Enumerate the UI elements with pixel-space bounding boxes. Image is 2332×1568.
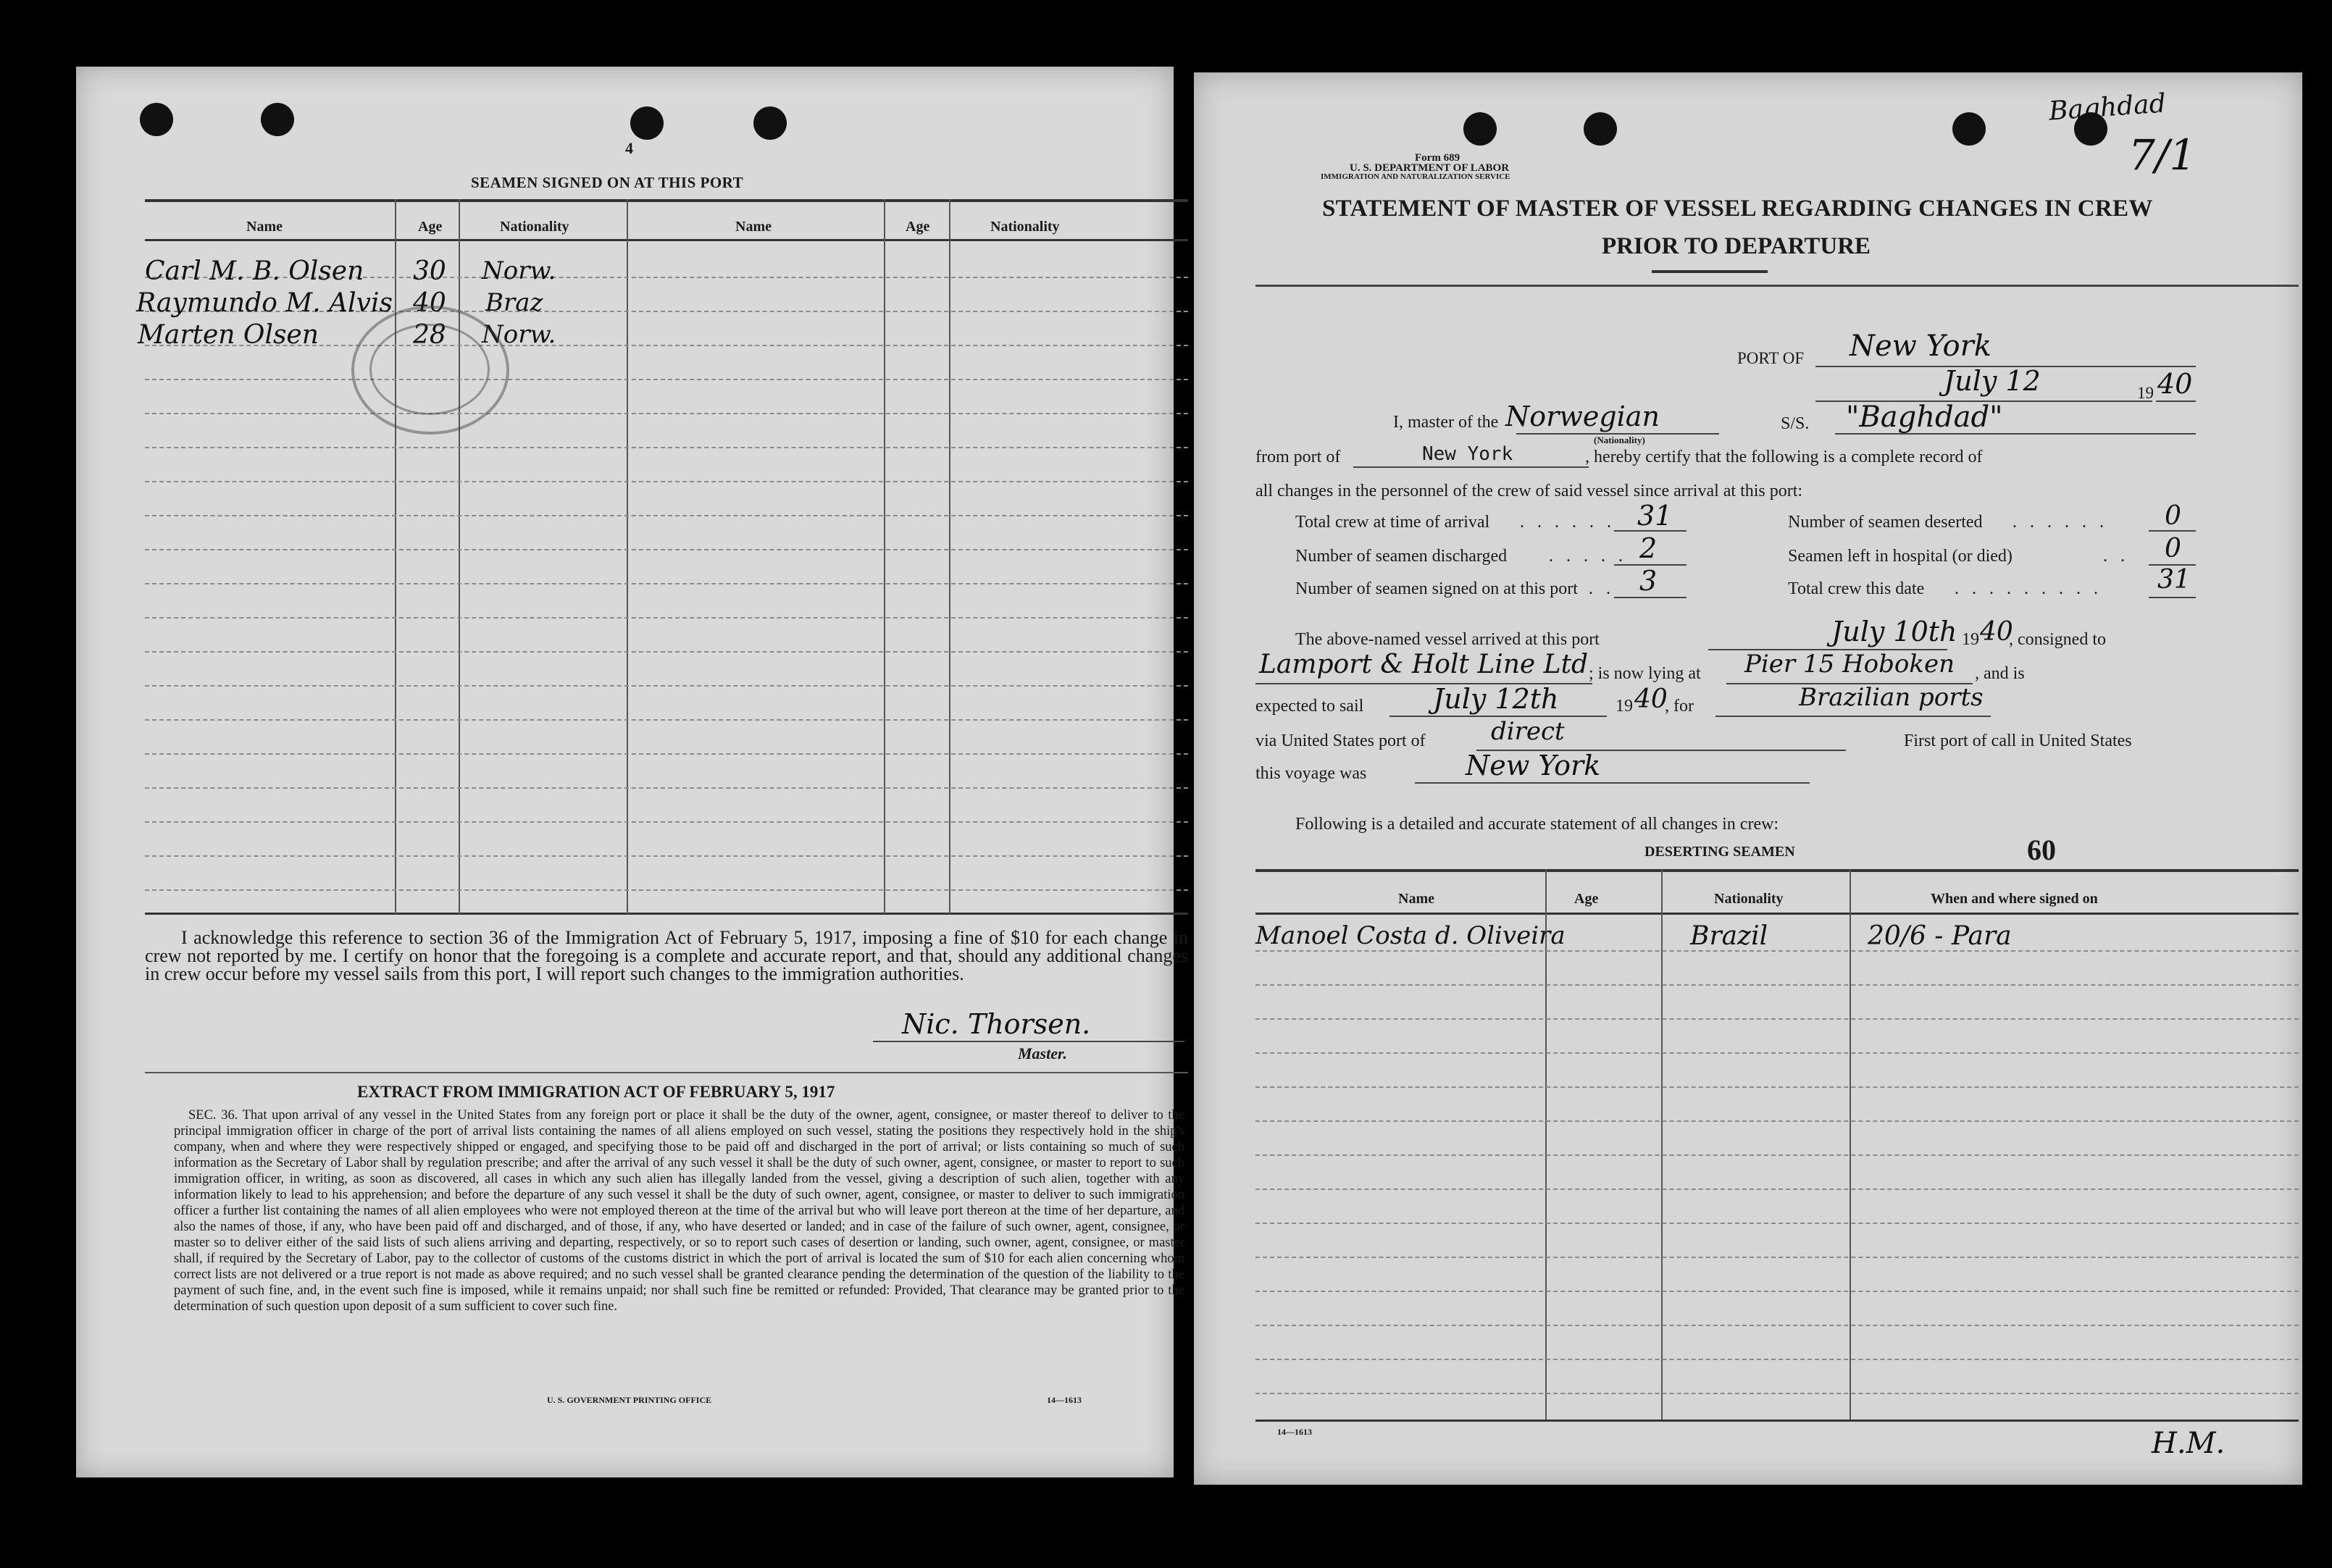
row-rule xyxy=(1255,1257,2299,1258)
table-bottom-rule xyxy=(1255,1420,2299,1422)
seaman-nationality: Norw. xyxy=(482,320,556,349)
arrived-label: The above-named vessel arrived at this port xyxy=(1295,630,1600,649)
count-label: Total crew this date xyxy=(1788,579,1925,598)
row-rule xyxy=(1255,1188,2299,1190)
count-value: 2 xyxy=(1639,532,1658,564)
left-page xyxy=(76,67,1188,1477)
form-code: 14—1613 xyxy=(1047,1395,1082,1405)
row-rule xyxy=(1255,1393,2299,1394)
count-value: 31 xyxy=(1637,500,1673,532)
master-label: Master. xyxy=(1018,1044,1067,1062)
table-header-rule xyxy=(1255,913,2299,915)
row-rule xyxy=(1255,1154,2299,1156)
row-rule xyxy=(1255,1325,2299,1326)
port-stamp-inner xyxy=(369,324,490,415)
col-divider xyxy=(1850,869,1851,1420)
following-text: Following is a detailed and accurate statement of all changes in crew: xyxy=(1295,815,1779,834)
signature-line xyxy=(873,1041,1184,1042)
punch-hole xyxy=(1463,112,1497,146)
row-rule xyxy=(145,379,1188,380)
col-divider xyxy=(1545,869,1547,1420)
leader-dots: . . xyxy=(2103,547,2129,566)
col-age-2: Age xyxy=(906,219,930,235)
seaman-name: Raymundo M. Alvis xyxy=(136,288,393,318)
row-rule xyxy=(145,719,1188,721)
year-value: 40 xyxy=(2157,368,2193,400)
deserter-nationality: Brazil xyxy=(1690,921,1768,951)
corner-note: Baghdad xyxy=(2047,88,2167,127)
port-value: New York xyxy=(1850,330,1992,363)
row-rule xyxy=(145,821,1188,823)
col-name: Name xyxy=(246,219,283,235)
count-label: Number of seamen signed on at this port xyxy=(1295,579,1578,598)
col-divider xyxy=(884,199,885,914)
count-field-line xyxy=(1614,597,1687,598)
printing-office: U. S. GOVERNMENT PRINTING OFFICE xyxy=(547,1395,712,1405)
nationality-value: Norwegian xyxy=(1505,401,1660,432)
punch-hole xyxy=(261,103,294,136)
year-prefix: 19 xyxy=(2137,384,2154,402)
consignee-value: Lamport & Holt Line Ltd xyxy=(1259,650,1589,679)
master-signature: Nic. Thorsen. xyxy=(902,1008,1091,1040)
year-field-line xyxy=(2156,401,2196,402)
nationality-caption: (Nationality) xyxy=(1594,435,1645,445)
seaman-age: 28 xyxy=(413,320,446,350)
first-port-value: New York xyxy=(1466,750,1601,781)
row-rule xyxy=(1255,1018,2299,1020)
leader-dots: . . . . . xyxy=(1549,547,1627,566)
table-bottom-rule xyxy=(145,913,1188,915)
certify-text: , hereby certify that the following is a complete record of xyxy=(1585,448,1983,466)
destination-field-line xyxy=(1715,716,1991,717)
date-value: July 12 xyxy=(1944,365,2041,397)
deserter-name: Manoel Costa d. Oliveira xyxy=(1255,921,1566,950)
expected-label: expected to sail xyxy=(1255,697,1364,716)
row-rule xyxy=(145,583,1188,584)
row-rule xyxy=(145,481,1188,482)
count-label: Number of seamen deserted xyxy=(1788,513,1983,532)
voyage-label: this voyage was xyxy=(1255,764,1367,783)
sail-year: 40 xyxy=(1634,684,1668,714)
row-rule xyxy=(1255,1359,2299,1360)
count-label: Seamen left in hospital (or died) xyxy=(1788,547,2013,566)
count-value: 3 xyxy=(1639,565,1658,597)
deserter-signed-on: 20/6 - Para xyxy=(1868,921,2012,951)
extract-heading: EXTRACT FROM IMMIGRATION ACT OF FEBRUARY 5, 1917 xyxy=(357,1083,835,1101)
punch-hole xyxy=(630,106,664,140)
seaman-age: 30 xyxy=(413,256,446,286)
col-nationality: Nationality xyxy=(1714,891,1784,907)
row-rule xyxy=(1255,1052,2299,1054)
lying-label: ; is now lying at xyxy=(1589,664,1701,683)
form-code: 14—1613 xyxy=(1277,1427,1312,1437)
section-36-text: SEC. 36. That upon arrival of any vessel in the United States from any foreign port or place it shall be the duty of the owner, agent, consignee, or master thereof to deliver to the principal immigration officer in charge of the port of arrival lists containing the names of all aliens employed on such vessel, stating the positions they respectively hold in the ship's company, when and where they were respectively shipped or engaged, and specifying those to be paid off and discharged in the port of arrival; or lists containing so much of such information as the Secretary of Labor shall by regulation prescribe; and after the arrival of any such vessel it shall be the duty of such owner, agent, consignee, or master to report to such immigration officer, in writing, as soon as discovered, all cases in which any such alien has illegally landed from the vessel, giving a description of such alien, together with any information likely to lead to his apprehension; and before the departure of any such vessel it shall be the duty of such owner, agent, consignee, or master to deliver to such immigration officer a further list containing the names of all alien employees who were not employed thereon at the time of the arrival but who will leave port thereon at the time of her departure, and also the names of those, if any, who have been paid off and discharged, and of those, if any, who have deserted or landed; and in case of the failure of such owner, agent, consignee, or master so to deliver either of the said lists of such aliens arriving and departing, respectively, or so to report such cases of desertion or landing, such owner, agent, consignee, or master shall, if required by the Secretary of Labor, pay to the collector of customs of the customs district in which the port of arrival is located the sum of $10 for each alien concerning whom correct lists are not delivered or a true report is not made as above required; and no such vessel shall be granted clearance pending the determination of the question of the liability to the payment of such fine, and, in the event such fine is imposed, while it remains unpaid; nor shall such fine be remitted or refunded: Provided, That clearance may be granted prior to the determination of such question upon deposit of a sum sufficient to cover such fine. xyxy=(174,1108,1184,1314)
punch-hole xyxy=(753,106,787,140)
col-age: Age xyxy=(1574,891,1599,907)
count-field-line xyxy=(2149,597,2196,598)
row-rule xyxy=(145,413,1188,414)
consigned-label: , consigned to xyxy=(2009,630,2106,649)
count-value: 31 xyxy=(2157,565,2191,595)
port-label: PORT OF xyxy=(1737,349,1805,367)
destination-value: Brazilian ports xyxy=(1799,683,1984,712)
table-header-rule xyxy=(145,239,1188,241)
col-divider xyxy=(1661,869,1663,1420)
count-value: 0 xyxy=(2165,534,2181,563)
divider-rule xyxy=(145,1072,1188,1073)
form-number: Form 689 xyxy=(1415,152,1460,164)
page-mark: 60 xyxy=(2027,834,2056,866)
department: U. S. DEPARTMENT OF LABOR xyxy=(1350,162,1510,174)
and-is-label: , and is xyxy=(1975,664,2025,683)
right-page xyxy=(1194,72,2302,1485)
first-port-label: First port of call in United States xyxy=(1904,731,2132,750)
col-nationality-2: Nationality xyxy=(990,219,1060,235)
page-number: 4 xyxy=(625,139,633,157)
leader-dots: . . . . . . . . . xyxy=(1955,579,2102,598)
row-rule xyxy=(145,515,1188,516)
section-heading: SEAMEN SIGNED ON AT THIS PORT xyxy=(471,174,744,191)
row-rule xyxy=(145,447,1188,448)
for-label: , for xyxy=(1665,697,1694,716)
certify-text-2: all changes in the personnel of the crew of said vessel since arrival at this port: xyxy=(1255,482,1803,500)
row-rule xyxy=(1255,1120,2299,1122)
first-port-field-line xyxy=(1415,782,1810,784)
col-divider xyxy=(395,199,396,914)
seaman-name: Carl M. B. Olsen xyxy=(145,256,364,286)
punch-hole xyxy=(1584,112,1617,146)
service: IMMIGRATION AND NATURALIZATION SERVICE xyxy=(1321,172,1510,181)
sail-date: July 12th xyxy=(1433,683,1559,715)
row-rule xyxy=(1255,984,2299,986)
title-underline xyxy=(1652,270,1768,273)
leader-dots: . . xyxy=(1589,579,1615,598)
row-rule xyxy=(145,889,1188,891)
punch-hole xyxy=(1952,112,1986,146)
arrived-date: July 10th xyxy=(1831,616,1957,647)
acknowledgement-text: I acknowledge this reference to section 36 of the Immigration Act of February 5, 1917, imposing a fine of $10 for each change in crew not reported by me. I certify on honor that the foregoing is a complete and accurate report, and that, should any additional changes in crew occur before my vessel sails from this port, I will report such changes to the immigration authorities. xyxy=(145,927,1188,984)
form-title-2: PRIOR TO DEPARTURE xyxy=(1602,233,1871,259)
col-divider xyxy=(459,199,460,914)
via-label: via United States port of xyxy=(1255,731,1426,750)
col-divider xyxy=(627,199,628,914)
col-name: Name xyxy=(1398,891,1434,907)
row-rule xyxy=(145,617,1188,619)
row-rule xyxy=(145,787,1188,789)
from-port-value: New York xyxy=(1422,443,1513,465)
seaman-name: Marten Olsen xyxy=(138,320,319,350)
corner-note-fraction: 7/1 xyxy=(2128,130,2197,180)
seaman-age: 40 xyxy=(413,288,446,318)
col-divider xyxy=(949,199,950,914)
row-rule xyxy=(145,685,1188,687)
from-port-field-line xyxy=(1353,466,1589,468)
deserting-heading: DESERTING SEAMEN xyxy=(1644,844,1795,860)
row-rule xyxy=(145,855,1188,857)
seaman-nationality: Braz xyxy=(485,288,543,317)
leader-dots: . . . . . . xyxy=(2013,513,2108,532)
from-port-label: from port of xyxy=(1255,448,1341,466)
punch-hole xyxy=(140,103,173,136)
table-top-rule xyxy=(1255,869,2299,872)
col-age: Age xyxy=(418,219,443,235)
row-rule xyxy=(1255,1086,2299,1088)
vessel-name: "Baghdad" xyxy=(1846,401,2003,434)
table-top-rule xyxy=(145,199,1188,202)
col-nationality: Nationality xyxy=(500,219,569,235)
sail-year-prefix: 19 xyxy=(1616,697,1633,716)
master-label: I, master of the xyxy=(1393,413,1499,432)
arrived-year: 40 xyxy=(1980,617,2013,647)
row-rule xyxy=(1255,1223,2299,1224)
pier-value: Pier 15 Hoboken xyxy=(1744,650,1955,679)
count-label: Total crew at time of arrival xyxy=(1295,513,1490,532)
row-rule xyxy=(1255,950,2299,952)
col-name-2: Name xyxy=(735,219,772,235)
initials: H.M. xyxy=(2152,1427,2226,1460)
row-rule xyxy=(145,549,1188,550)
title-rule xyxy=(1255,285,2299,287)
vessel-prefix: S/S. xyxy=(1781,414,1810,433)
col-signed-on: When and where signed on xyxy=(1931,891,2098,907)
leader-dots: . . . . . . xyxy=(1520,513,1616,532)
count-value: 0 xyxy=(2165,501,2181,531)
row-rule xyxy=(145,753,1188,755)
seaman-nationality: Norw. xyxy=(482,256,556,285)
arrived-year-prefix: 19 xyxy=(1962,630,1979,649)
row-rule xyxy=(1255,1291,2299,1292)
count-label: Number of seamen discharged xyxy=(1295,547,1508,566)
form-title: STATEMENT OF MASTER OF VESSEL REGARDING CHANGES IN CREW xyxy=(1322,196,2153,222)
row-rule xyxy=(145,651,1188,653)
via-value: direct xyxy=(1491,717,1565,746)
